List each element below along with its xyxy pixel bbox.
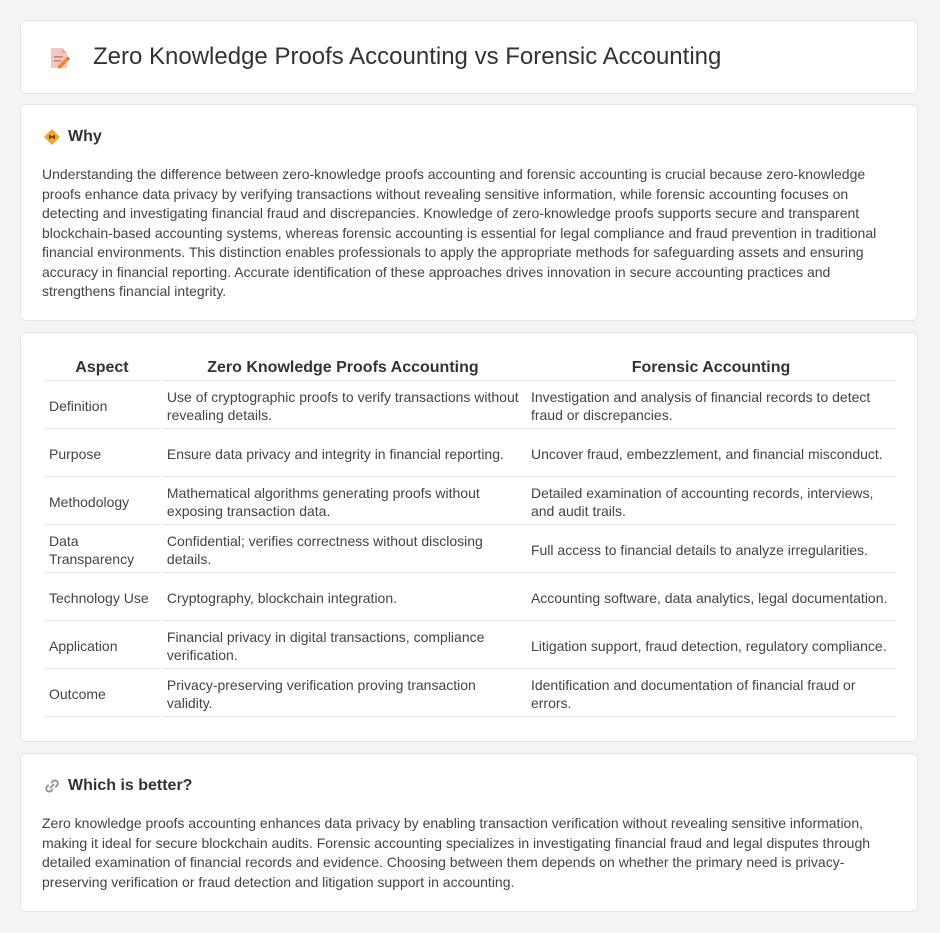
cell-aspect: Definition (44, 383, 160, 429)
cell-aspect: Outcome (44, 671, 160, 717)
better-text: Zero knowledge proofs accounting enhances data privacy by enabling transaction verification without revealing sensitive information, making it ideal for secure blockchain audits. Forensic accounting specializes in investigating financial fraud and legal disputes through detailed examination of financial records and evidence. Choosing between them depends on whether the primary need is privacy-preserving verification or fraud detection and litigation support in accounting. (42, 815, 871, 890)
cell-forensic: Full access to financial details to analyze irregularities. (526, 527, 896, 573)
cell-forensic: Uncover fraud, embezzlement, and financial misconduct. (526, 431, 896, 477)
warning-diamond-icon (43, 128, 61, 146)
why-section (20, 104, 918, 321)
table-row (44, 431, 896, 477)
table-row (44, 671, 896, 717)
comparison-table (42, 354, 898, 719)
why-heading (43, 128, 102, 146)
why-title: Why (68, 128, 102, 145)
table-header-row (44, 356, 896, 381)
cell-aspect: Data Transparency (44, 527, 160, 573)
cell-forensic: Identification and documentation of financial fraud or errors. (526, 671, 896, 717)
column-header-zkp: Zero Knowledge Proofs Accounting (162, 356, 524, 381)
cell-forensic: Investigation and analysis of financial records to detect fraud or discrepancies. (526, 383, 896, 429)
cell-forensic: Detailed examination of accounting records, interviews, and audit trails. (526, 479, 896, 525)
column-header-aspect: Aspect (44, 356, 160, 381)
cell-forensic: Accounting software, data analytics, legal documentation. (526, 575, 896, 621)
link-icon (43, 777, 61, 795)
better-title: Which is better? (68, 777, 193, 794)
why-text: Understanding the difference between zero-knowledge proofs accounting and forensic accounting is crucial because zero-knowledge proofs enhance data privacy by verifying transactions without revealing sensitive information, while forensic accounting focuses on detecting and investigating financial fraud and discrepancies. Knowledge of zero-knowledge proofs supports secure and transparent blockchain-based accounting systems, whereas forensic accounting is essential for legal compliance and fraud prevention in traditional financial environments. This distinction enables professionals to apply the appropriate methods for safeguarding assets and ensuring accuracy in financial reporting. Accurate identification of these approaches drives innovation in secure accounting practices and strengthens financial integrity. (42, 166, 877, 299)
table-row (44, 623, 896, 669)
cell-zkp: Cryptography, blockchain integration. (162, 575, 524, 621)
comparison-section (20, 332, 918, 742)
document-edit-icon (47, 46, 71, 70)
cell-zkp: Privacy-preserving verification proving transaction validity. (162, 671, 524, 717)
table-row (44, 575, 896, 621)
table-row (44, 479, 896, 525)
column-header-forensic: Forensic Accounting (526, 356, 896, 381)
table-row (44, 527, 896, 573)
better-heading (43, 777, 192, 795)
cell-zkp: Use of cryptographic proofs to verify transactions without revealing details. (162, 383, 524, 429)
cell-zkp: Confidential; verifies correctness without disclosing details. (162, 527, 524, 573)
which-better-section (20, 753, 918, 912)
cell-forensic: Litigation support, fraud detection, regulatory compliance. (526, 623, 896, 669)
cell-zkp: Mathematical algorithms generating proofs without exposing transaction data. (162, 479, 524, 525)
cell-aspect: Technology Use (44, 575, 160, 621)
page-title: Zero Knowledge Proofs Accounting vs Forensic Accounting (93, 43, 722, 70)
cell-zkp: Ensure data privacy and integrity in financial reporting. (162, 431, 524, 477)
header-card (20, 20, 918, 94)
cell-aspect: Purpose (44, 431, 160, 477)
cell-aspect: Methodology (44, 479, 160, 525)
cell-zkp: Financial privacy in digital transactions, compliance verification. (162, 623, 524, 669)
table-row (44, 383, 896, 429)
cell-aspect: Application (44, 623, 160, 669)
